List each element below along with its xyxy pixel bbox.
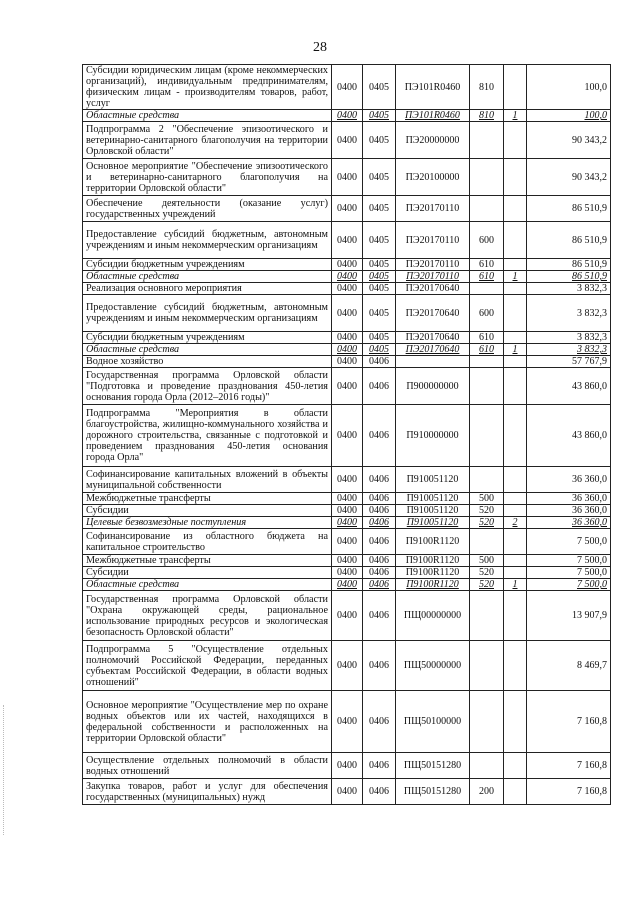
target-article-code: ПЭ20170640 [396, 332, 470, 344]
subsection-code: 0405 [363, 259, 396, 271]
section-code: 0400 [332, 65, 363, 110]
margin-mark [3, 705, 6, 835]
subsection-code: 0405 [363, 159, 396, 196]
funding-source-code [504, 368, 527, 405]
subsection-code: 0406 [363, 641, 396, 691]
expense-type-code: 810 [470, 65, 504, 110]
funding-source-code [504, 493, 527, 505]
funding-source-code [504, 405, 527, 467]
subsection-code: 0406 [363, 356, 396, 368]
subsection-code: 0405 [363, 222, 396, 259]
row-name: Подпрограмма "Мероприятия в области благоустройства, жилищно-коммунального хозяйства и дорожного строительства, связанные с подготовкой и проведением празднования 450-летия основания города Орла" [83, 405, 332, 467]
funding-source-code [504, 283, 527, 295]
expense-type-code [470, 122, 504, 159]
row-name: Закупка товаров, работ и услуг для обеспечения государственных (муниципальных) нужд [83, 779, 332, 805]
subsection-code: 0405 [363, 332, 396, 344]
amount: 7 160,8 [527, 753, 611, 779]
expense-type-code: 520 [470, 567, 504, 579]
section-code: 0400 [332, 579, 363, 591]
table-row [83, 579, 611, 591]
subsection-code: 0405 [363, 271, 396, 283]
row-name: Субсидии юридическим лицам (кроме некоммерческих организаций), индивидуальным предпринимателям, физическим лицам - производителям товаров, работ, услуг [83, 65, 332, 110]
amount: 36 360,0 [527, 517, 611, 529]
subsection-code: 0406 [363, 555, 396, 567]
expense-type-code [470, 753, 504, 779]
funding-source-code [504, 505, 527, 517]
row-name: Предоставление субсидий бюджетным, автономным учреждениям и иным некоммерческим организациям [83, 295, 332, 332]
section-code: 0400 [332, 295, 363, 332]
section-code: 0400 [332, 110, 363, 122]
section-code: 0400 [332, 567, 363, 579]
section-code: 0400 [332, 517, 363, 529]
table-row [83, 283, 611, 295]
target-article-code: ПЩ00000000 [396, 591, 470, 641]
row-name: Целевые безвозмездные поступления [83, 517, 332, 529]
funding-source-code [504, 691, 527, 753]
table-row [83, 222, 611, 259]
funding-source-code: 1 [504, 110, 527, 122]
table-row [83, 259, 611, 271]
expense-type-code [470, 529, 504, 555]
amount: 3 832,3 [527, 283, 611, 295]
table-row [83, 110, 611, 122]
section-code: 0400 [332, 271, 363, 283]
target-article-code: ПЭ20170110 [396, 259, 470, 271]
row-name: Областные средства [83, 344, 332, 356]
row-name: Субсидии [83, 505, 332, 517]
section-code: 0400 [332, 356, 363, 368]
subsection-code: 0405 [363, 344, 396, 356]
target-article-code: П9100R1120 [396, 529, 470, 555]
funding-source-code [504, 259, 527, 271]
row-name: Основное мероприятие "Обеспечение эпизоотического и ветеринарно-санитарного благополучия на территории Орловской области" [83, 159, 332, 196]
expense-type-code: 600 [470, 222, 504, 259]
amount: 3 832,3 [527, 295, 611, 332]
target-article-code [396, 356, 470, 368]
expense-type-code [470, 159, 504, 196]
section-code: 0400 [332, 368, 363, 405]
target-article-code: ПЭ20170110 [396, 196, 470, 222]
subsection-code: 0405 [363, 295, 396, 332]
expense-type-code [470, 196, 504, 222]
expense-type-code: 610 [470, 332, 504, 344]
target-article-code: ПЭ101R0460 [396, 110, 470, 122]
row-name: Водное хозяйство [83, 356, 332, 368]
amount: 7 500,0 [527, 529, 611, 555]
section-code: 0400 [332, 641, 363, 691]
section-code: 0400 [332, 332, 363, 344]
row-name: Осуществление отдельных полномочий в области водных отношений [83, 753, 332, 779]
funding-source-code [504, 567, 527, 579]
subsection-code: 0406 [363, 579, 396, 591]
subsection-code: 0405 [363, 122, 396, 159]
subsection-code: 0406 [363, 591, 396, 641]
target-article-code: П910000000 [396, 405, 470, 467]
subsection-code: 0405 [363, 110, 396, 122]
table-body [83, 65, 611, 805]
row-name: Государственная программа Орловской области "Подготовка и проведение празднования 450-летия основания города Орла (2012–2016 годы)" [83, 368, 332, 405]
funding-source-code [504, 65, 527, 110]
target-article-code: П9100R1120 [396, 555, 470, 567]
section-code: 0400 [332, 467, 363, 493]
section-code: 0400 [332, 259, 363, 271]
expense-type-code [470, 641, 504, 691]
section-code: 0400 [332, 196, 363, 222]
section-code: 0400 [332, 555, 363, 567]
section-code: 0400 [332, 405, 363, 467]
table-row [83, 65, 611, 110]
funding-source-code [504, 295, 527, 332]
subsection-code: 0406 [363, 517, 396, 529]
funding-source-code [504, 641, 527, 691]
table-row [83, 493, 611, 505]
table-row [83, 368, 611, 405]
budget-table [82, 64, 611, 805]
funding-source-code: 1 [504, 579, 527, 591]
table-row [83, 555, 611, 567]
target-article-code: ПЩ50151280 [396, 753, 470, 779]
table-row [83, 517, 611, 529]
expense-type-code: 600 [470, 295, 504, 332]
amount: 36 360,0 [527, 467, 611, 493]
expense-type-code [470, 591, 504, 641]
section-code: 0400 [332, 222, 363, 259]
subsection-code: 0406 [363, 567, 396, 579]
expense-type-code: 500 [470, 493, 504, 505]
funding-source-code [504, 591, 527, 641]
section-code: 0400 [332, 122, 363, 159]
subsection-code: 0406 [363, 529, 396, 555]
subsection-code: 0406 [363, 467, 396, 493]
target-article-code: П910051120 [396, 517, 470, 529]
section-code: 0400 [332, 691, 363, 753]
section-code: 0400 [332, 529, 363, 555]
amount: 100,0 [527, 65, 611, 110]
amount: 7 500,0 [527, 579, 611, 591]
subsection-code: 0406 [363, 779, 396, 805]
subsection-code: 0405 [363, 65, 396, 110]
funding-source-code [504, 222, 527, 259]
table-row [83, 271, 611, 283]
funding-source-code [504, 122, 527, 159]
expense-type-code: 500 [470, 555, 504, 567]
row-name: Межбюджетные трансферты [83, 493, 332, 505]
subsection-code: 0405 [363, 196, 396, 222]
row-name: Реализация основного мероприятия [83, 283, 332, 295]
table-row [83, 159, 611, 196]
row-name: Обеспечение деятельности (оказание услуг) государственных учреждений [83, 196, 332, 222]
target-article-code: ПЩ50100000 [396, 691, 470, 753]
row-name: Основное мероприятие "Осуществление мер по охране водных объектов или их частей, находящихся в федеральной собственности и расположенных на территории Орловской области" [83, 691, 332, 753]
row-name: Подпрограмма 5 "Осуществление отдельных полномочий Российской Федерации, переданных субъектам Российской Федерации, в области водных отношений" [83, 641, 332, 691]
funding-source-code [504, 753, 527, 779]
table-row [83, 332, 611, 344]
amount: 13 907,9 [527, 591, 611, 641]
expense-type-code [470, 467, 504, 493]
expense-type-code: 610 [470, 344, 504, 356]
target-article-code: ПЭ20170640 [396, 283, 470, 295]
table-row [83, 567, 611, 579]
table-row [83, 779, 611, 805]
target-article-code: ПЩ50000000 [396, 641, 470, 691]
row-name: Субсидии [83, 567, 332, 579]
target-article-code: ПЭ20000000 [396, 122, 470, 159]
section-code: 0400 [332, 283, 363, 295]
funding-source-code [504, 467, 527, 493]
funding-source-code [504, 555, 527, 567]
section-code: 0400 [332, 344, 363, 356]
funding-source-code [504, 159, 527, 196]
amount: 7 500,0 [527, 567, 611, 579]
table-row [83, 196, 611, 222]
funding-source-code [504, 332, 527, 344]
section-code: 0400 [332, 505, 363, 517]
amount: 43 860,0 [527, 405, 611, 467]
funding-source-code: 1 [504, 271, 527, 283]
subsection-code: 0406 [363, 368, 396, 405]
table-row [83, 753, 611, 779]
amount: 86 510,9 [527, 271, 611, 283]
expense-type-code: 520 [470, 579, 504, 591]
table-row [83, 591, 611, 641]
amount: 90 343,2 [527, 159, 611, 196]
page-number: 28 [313, 40, 327, 55]
amount: 86 510,9 [527, 259, 611, 271]
target-article-code: ПЭ20170640 [396, 295, 470, 332]
funding-source-code [504, 356, 527, 368]
table-row [83, 405, 611, 467]
amount: 8 469,7 [527, 641, 611, 691]
expense-type-code: 520 [470, 505, 504, 517]
section-code: 0400 [332, 753, 363, 779]
target-article-code: ПЩ50151280 [396, 779, 470, 805]
section-code: 0400 [332, 493, 363, 505]
table-row [83, 295, 611, 332]
funding-source-code [504, 196, 527, 222]
target-article-code: П910051120 [396, 493, 470, 505]
row-name: Областные средства [83, 271, 332, 283]
section-code: 0400 [332, 591, 363, 641]
row-name: Софинансирование капитальных вложений в объекты муниципальной собственности [83, 467, 332, 493]
amount: 7 500,0 [527, 555, 611, 567]
row-name: Государственная программа Орловской области "Охрана окружающей среды, рациональное использование природных ресурсов и экологическая безопасность Орловской области" [83, 591, 332, 641]
amount: 86 510,9 [527, 222, 611, 259]
target-article-code: ПЭ20170110 [396, 271, 470, 283]
target-article-code: П9100R1120 [396, 579, 470, 591]
amount: 86 510,9 [527, 196, 611, 222]
funding-source-code: 1 [504, 344, 527, 356]
target-article-code: П900000000 [396, 368, 470, 405]
section-code: 0400 [332, 159, 363, 196]
table-row [83, 344, 611, 356]
expense-type-code [470, 368, 504, 405]
target-article-code: П910051120 [396, 467, 470, 493]
row-name: Софинансирование из областного бюджета на капитальное строительство [83, 529, 332, 555]
expense-type-code [470, 356, 504, 368]
row-name: Предоставление субсидий бюджетным, автономным учреждениям и иным некоммерческим организациям [83, 222, 332, 259]
expense-type-code: 520 [470, 517, 504, 529]
row-name: Областные средства [83, 579, 332, 591]
expense-type-code: 810 [470, 110, 504, 122]
row-name: Субсидии бюджетным учреждениям [83, 259, 332, 271]
table-row [83, 467, 611, 493]
table-row [83, 122, 611, 159]
row-name: Подпрограмма 2 "Обеспечение эпизоотического и ветеринарно-санитарного благополучия на территории Орловской области" [83, 122, 332, 159]
section-code: 0400 [332, 779, 363, 805]
subsection-code: 0405 [363, 283, 396, 295]
amount: 100,0 [527, 110, 611, 122]
expense-type-code: 610 [470, 259, 504, 271]
row-name: Субсидии бюджетным учреждениям [83, 332, 332, 344]
expense-type-code: 200 [470, 779, 504, 805]
subsection-code: 0406 [363, 691, 396, 753]
expense-type-code [470, 405, 504, 467]
amount: 57 767,9 [527, 356, 611, 368]
row-name: Межбюджетные трансферты [83, 555, 332, 567]
target-article-code: ПЭ20100000 [396, 159, 470, 196]
funding-source-code: 2 [504, 517, 527, 529]
target-article-code: П910051120 [396, 505, 470, 517]
expense-type-code [470, 283, 504, 295]
target-article-code: ПЭ20170110 [396, 222, 470, 259]
funding-source-code [504, 529, 527, 555]
amount: 90 343,2 [527, 122, 611, 159]
amount: 7 160,8 [527, 779, 611, 805]
subsection-code: 0406 [363, 405, 396, 467]
subsection-code: 0406 [363, 505, 396, 517]
amount: 3 832,3 [527, 332, 611, 344]
table-row [83, 356, 611, 368]
table-row [83, 691, 611, 753]
amount: 36 360,0 [527, 493, 611, 505]
target-article-code: П9100R1120 [396, 567, 470, 579]
table-row [83, 505, 611, 517]
table-row [83, 641, 611, 691]
expense-type-code: 610 [470, 271, 504, 283]
row-name: Областные средства [83, 110, 332, 122]
funding-source-code [504, 779, 527, 805]
amount: 43 860,0 [527, 368, 611, 405]
expense-type-code [470, 691, 504, 753]
subsection-code: 0406 [363, 493, 396, 505]
amount: 3 832,3 [527, 344, 611, 356]
subsection-code: 0406 [363, 753, 396, 779]
target-article-code: ПЭ20170640 [396, 344, 470, 356]
amount: 36 360,0 [527, 505, 611, 517]
table-row [83, 529, 611, 555]
amount: 7 160,8 [527, 691, 611, 753]
target-article-code: ПЭ101R0460 [396, 65, 470, 110]
